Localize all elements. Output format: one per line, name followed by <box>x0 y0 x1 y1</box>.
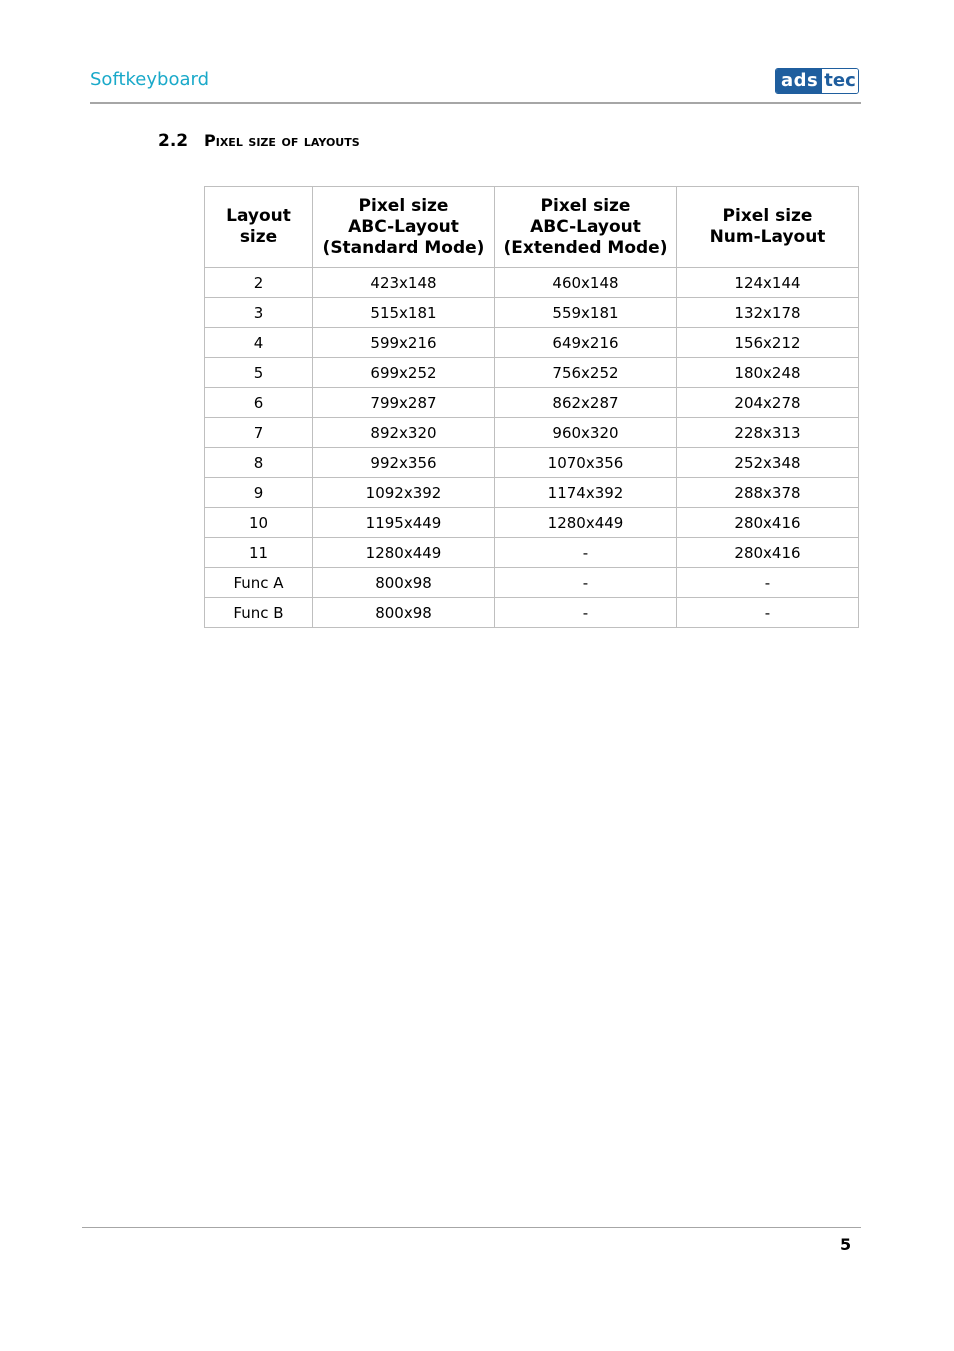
header-line: ABC-Layout <box>530 216 641 237</box>
cell-abc-standard: 892x320 <box>313 418 495 448</box>
header-num-layout <box>677 187 859 268</box>
table-row <box>205 538 859 568</box>
cell-num-layout: 156x212 <box>677 328 859 358</box>
table-row <box>205 508 859 538</box>
cell-abc-standard: 799x287 <box>313 388 495 418</box>
cell-num-layout: 204x278 <box>677 388 859 418</box>
cell-layout-size: 3 <box>205 298 313 328</box>
header-line: Num-Layout <box>709 227 826 247</box>
cell-layout-size: 4 <box>205 328 313 358</box>
cell-abc-extended: 559x181 <box>495 298 677 328</box>
header-line: Layout <box>226 206 291 226</box>
cell-layout-size: 5 <box>205 358 313 388</box>
header-line: (Standard Mode) <box>322 237 485 258</box>
cell-abc-standard: 1280x449 <box>313 538 495 568</box>
header-abc-extended <box>495 187 677 268</box>
cell-abc-extended: - <box>495 538 677 568</box>
cell-layout-size: 10 <box>205 508 313 538</box>
cell-layout-size: 11 <box>205 538 313 568</box>
table-row <box>205 328 859 358</box>
table-row <box>205 298 859 328</box>
header-layout-size <box>205 187 313 268</box>
cell-layout-size: 2 <box>205 268 313 298</box>
cell-num-layout: 180x248 <box>677 358 859 388</box>
header-abc-standard <box>313 187 495 268</box>
cell-num-layout: - <box>677 598 859 628</box>
header-line: size <box>239 227 278 247</box>
cell-layout-size: Func B <box>205 598 313 628</box>
cell-num-layout: 252x348 <box>677 448 859 478</box>
logo-ads-text: ads <box>776 69 822 93</box>
section-number: 2.2 <box>158 131 189 151</box>
header-divider <box>90 102 861 104</box>
table-row <box>205 478 859 508</box>
cell-abc-standard: 992x356 <box>313 448 495 478</box>
cell-abc-extended: - <box>495 598 677 628</box>
cell-abc-extended: 1070x356 <box>495 448 677 478</box>
cell-layout-size: 6 <box>205 388 313 418</box>
table-row <box>205 568 859 598</box>
header-line: (Extended Mode) <box>503 237 668 258</box>
logo-tec-text: tec <box>824 70 856 91</box>
cell-abc-standard: 423x148 <box>313 268 495 298</box>
cell-abc-extended: 862x287 <box>495 388 677 418</box>
cell-layout-size: 8 <box>205 448 313 478</box>
cell-abc-standard: 800x98 <box>313 598 495 628</box>
table-row <box>205 268 859 298</box>
document-header-title: Softkeyboard <box>90 69 210 90</box>
page-number: 5 <box>840 1235 852 1254</box>
cell-abc-standard: 515x181 <box>313 298 495 328</box>
cell-abc-extended: 960x320 <box>495 418 677 448</box>
cell-num-layout: 280x416 <box>677 538 859 568</box>
table-row <box>205 598 859 628</box>
cell-abc-standard: 1092x392 <box>313 478 495 508</box>
cell-num-layout: 124x144 <box>677 268 859 298</box>
cell-num-layout: 280x416 <box>677 508 859 538</box>
cell-num-layout: 288x378 <box>677 478 859 508</box>
cell-abc-extended: 649x216 <box>495 328 677 358</box>
table-header-row <box>205 187 859 268</box>
cell-abc-standard: 599x216 <box>313 328 495 358</box>
cell-abc-extended: 1280x449 <box>495 508 677 538</box>
cell-abc-extended: 460x148 <box>495 268 677 298</box>
table-row <box>205 448 859 478</box>
header-line: ABC-Layout <box>348 216 459 237</box>
cell-abc-standard: 800x98 <box>313 568 495 598</box>
header-line: Pixel size <box>722 206 813 226</box>
cell-abc-standard: 1195x449 <box>313 508 495 538</box>
cell-layout-size: 9 <box>205 478 313 508</box>
cell-abc-standard: 699x252 <box>313 358 495 388</box>
footer-divider <box>82 1227 861 1228</box>
header-line: Pixel size <box>358 195 449 216</box>
section-heading <box>158 131 360 151</box>
section-title: Pixel size of layouts <box>204 131 360 150</box>
cell-abc-extended: 756x252 <box>495 358 677 388</box>
ads-tec-logo <box>775 68 859 94</box>
header-line: Pixel size <box>540 195 631 216</box>
cell-abc-extended: - <box>495 568 677 598</box>
cell-layout-size: 7 <box>205 418 313 448</box>
cell-abc-extended: 1174x392 <box>495 478 677 508</box>
table-row <box>205 388 859 418</box>
table-row <box>205 418 859 448</box>
table-row <box>205 358 859 388</box>
cell-num-layout: 132x178 <box>677 298 859 328</box>
cell-layout-size: Func A <box>205 568 313 598</box>
cell-num-layout: 228x313 <box>677 418 859 448</box>
pixel-size-table <box>204 186 859 628</box>
cell-num-layout: - <box>677 568 859 598</box>
